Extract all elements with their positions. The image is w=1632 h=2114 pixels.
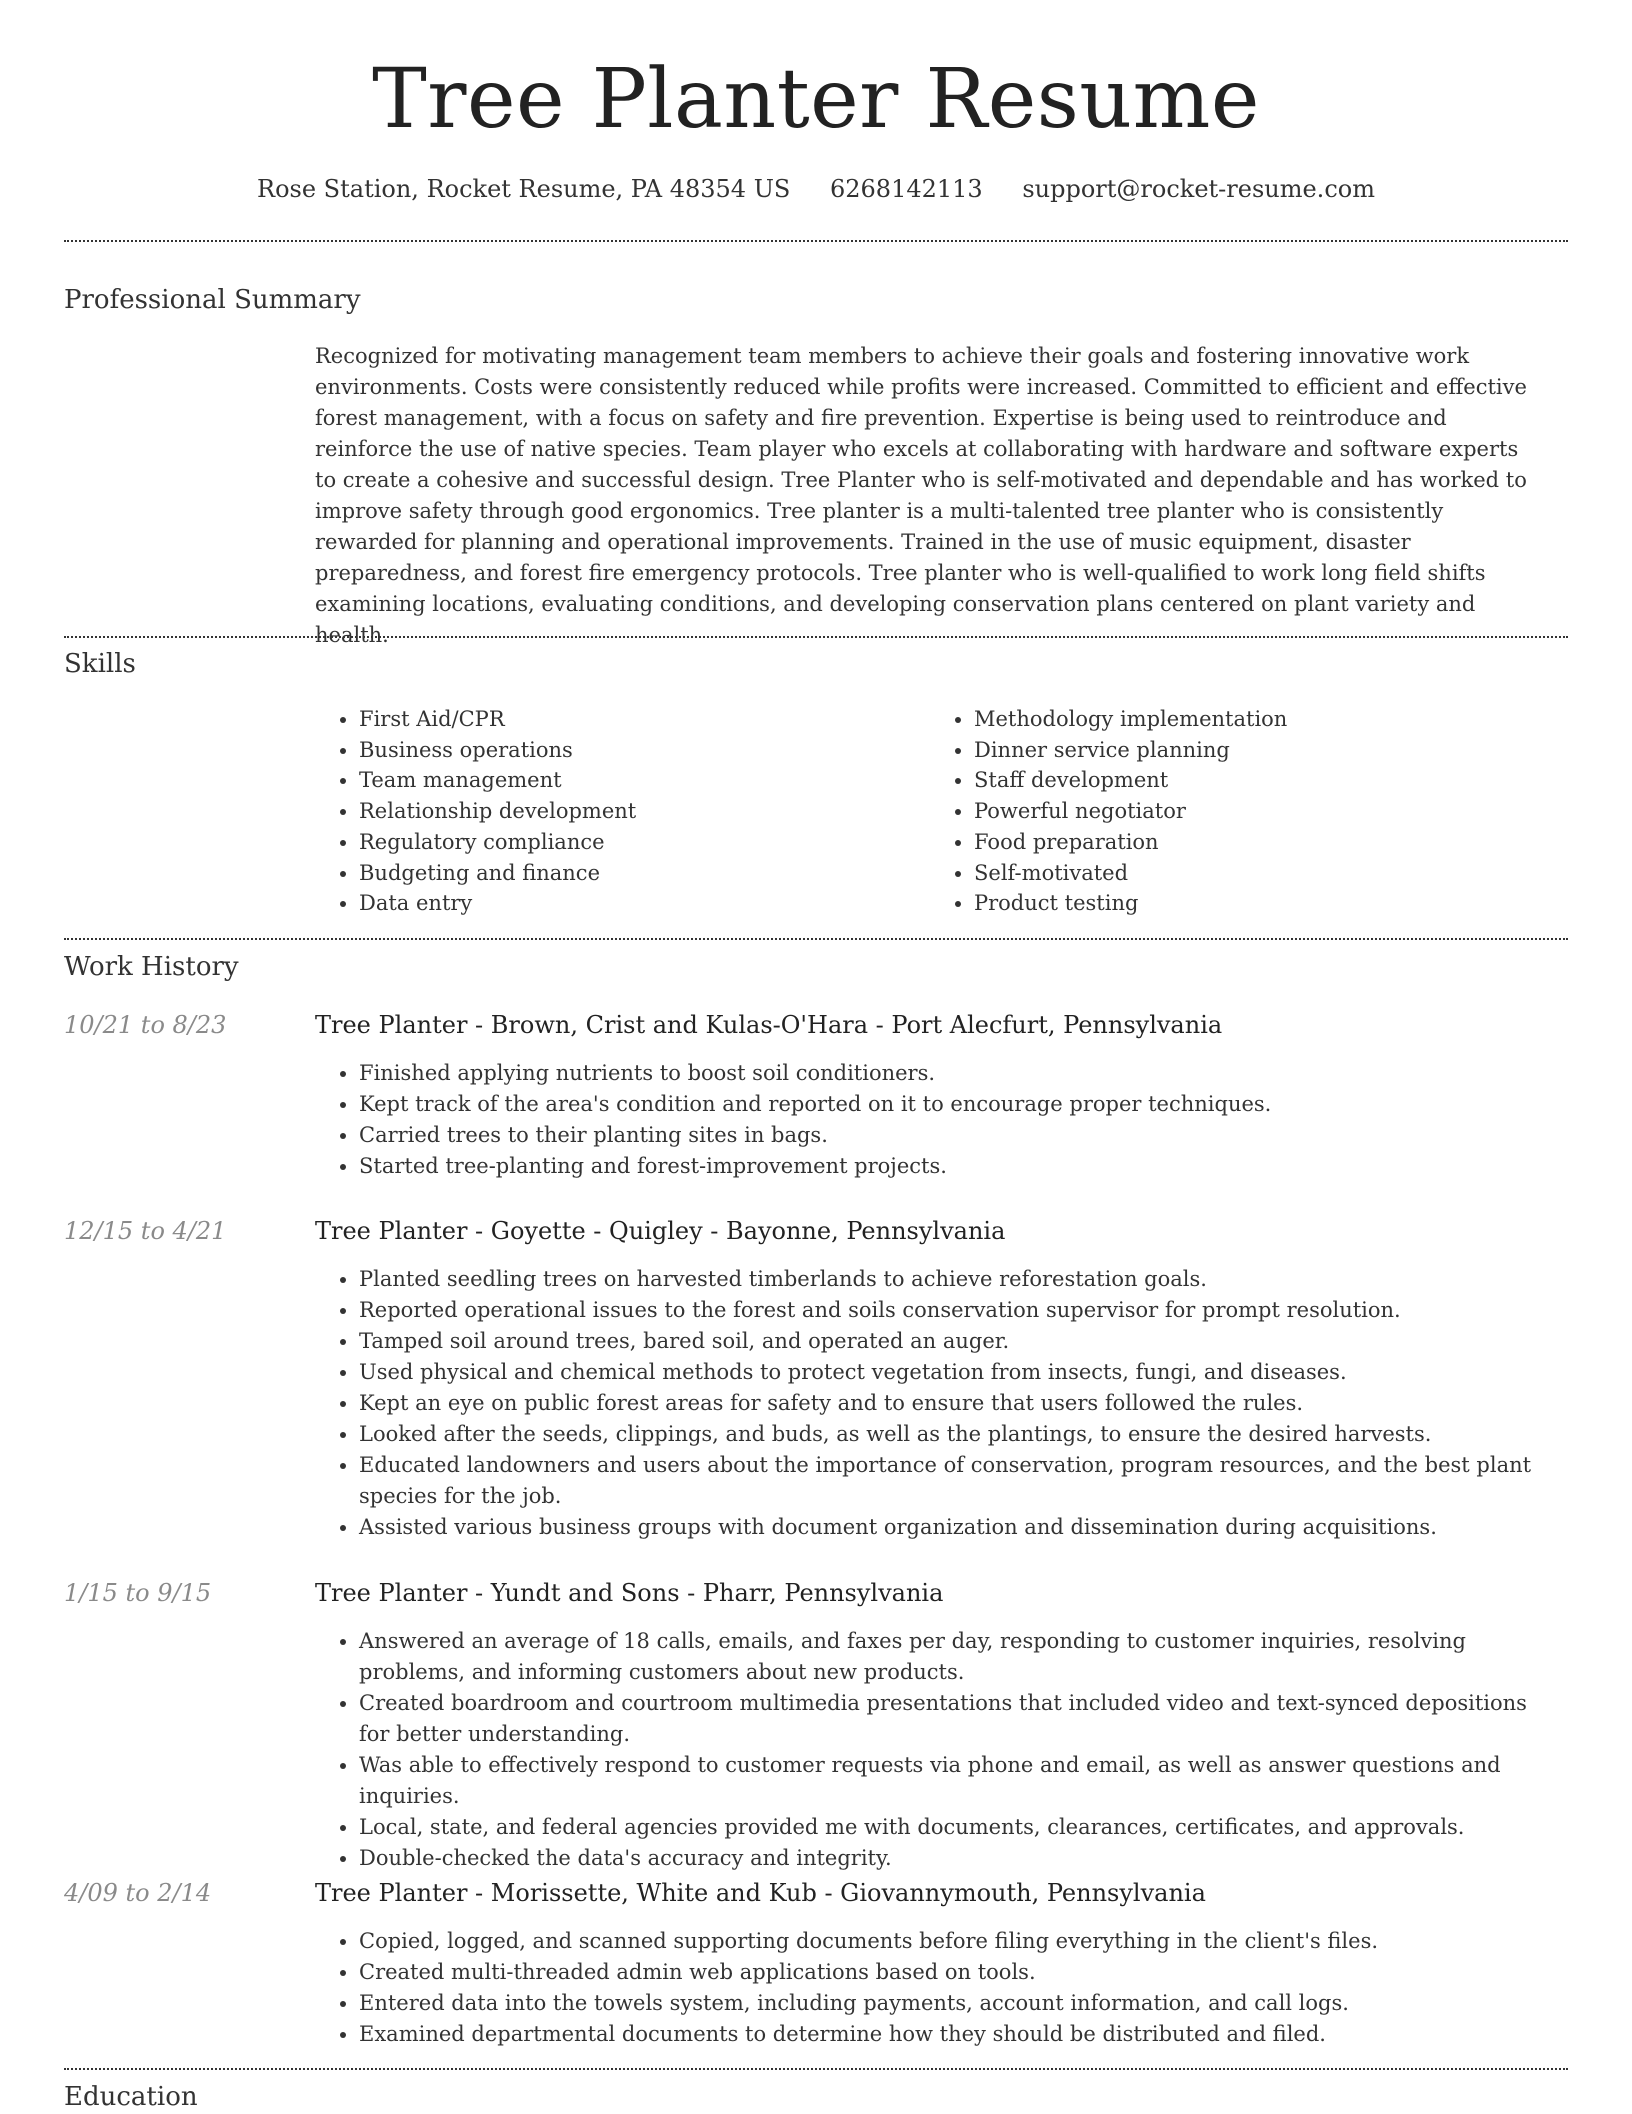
job-title: Tree Planter - Brown, Crist and Kulas-O'Hara - Port Alecfurt, Pennsylvania [315, 1011, 1223, 1039]
contact-line [0, 172, 1632, 206]
job-bullet: • Used physical and chemical methods to protect vegetation from insects, fungi, and diseases. [359, 1357, 1555, 1388]
skill-item: • Staff development [974, 765, 1534, 796]
summary-text: Recognized for motivating management team members to achieve their goals and fostering innovative work environments. Costs were consistently reduced while profits were increased. Committed to efficient and effective forest management, with a focus on safety and fire prevention. Expertise is being used to reintroduce and reinforce the use of native species. Team player who excels at collaborating with hardware and software experts to create a cohesive and successful design. Tree Planter who is self-motivated and dependable and has worked to improve safety through good ergonomics. Tree planter is a multi-talented tree planter who is consistently rewarded for planning and operational improvements. Trained in the use of music equipment, disaster preparedness, and forest fire emergency protocols. Tree planter who is well-qualified to work long field shifts examining locations, evaluating conditions, and developing conservation plans centered on plant variety and health. [315, 344, 1527, 647]
skill-item: • Dinner service planning [974, 735, 1534, 766]
job-bullet: • Looked after the seeds, clippings, and buds, as well as the plantings, to ensure the desired harvests. [359, 1419, 1555, 1450]
skill-item: • Powerful negotiator [974, 796, 1534, 827]
job-date: 4/09 to 2/14 [64, 1879, 212, 1907]
skill-item: • Food preparation [974, 827, 1534, 858]
section-divider [64, 240, 1568, 242]
job-bullet: • Created multi-threaded admin web applications based on tools. [359, 1957, 1555, 1988]
education-heading: Education [64, 2082, 198, 2112]
job-bullet: • Was able to effectively respond to customer requests via phone and email, as well as answer questions and inquiries. [359, 1750, 1555, 1812]
job-bullet: • Kept track of the area's condition and reported on it to encourage proper techniques. [359, 1089, 1555, 1120]
skill-item: • First Aid/CPR [359, 704, 919, 735]
section-divider [64, 938, 1568, 940]
job-bullet: • Reported operational issues to the forest and soils conservation supervisor for prompt resolution. [359, 1295, 1555, 1326]
section-divider [64, 2068, 1568, 2070]
job-bullet: • Entered data into the towels system, including payments, account information, and call logs. [359, 1988, 1555, 2019]
skill-item: • Methodology implementation [974, 704, 1534, 735]
job-bullet: • Finished applying nutrients to boost soil conditioners. [359, 1058, 1555, 1089]
job-bullet: • Copied, logged, and scanned supporting documents before filing everything in the client's files. [359, 1926, 1555, 1957]
job-bullet: • Tamped soil around trees, bared soil, and operated an auger. [359, 1326, 1555, 1357]
job-bullet: • Answered an average of 18 calls, emails, and faxes per day, responding to customer inquiries, resolving problems, and informing customers about new products. [359, 1626, 1555, 1688]
section-divider [64, 636, 1568, 638]
job-date: 12/15 to 4/21 [64, 1217, 227, 1245]
job-date: 10/21 to 8/23 [64, 1011, 227, 1039]
job-bullet: • Examined departmental documents to determine how they should be distributed and filed. [359, 2019, 1555, 2050]
job-bullet: • Local, state, and federal agencies provided me with documents, clearances, certificates, and approvals. [359, 1812, 1555, 1843]
job-title: Tree Planter - Yundt and Sons - Pharr, Pennsylvania [315, 1579, 944, 1607]
job-bullet: • Double-checked the data's accuracy and integrity. [359, 1843, 1555, 1874]
job-bullet: • Planted seedling trees on harvested timberlands to achieve reforestation goals. [359, 1264, 1555, 1295]
skills-list-left [315, 704, 919, 919]
job-bullet: • Started tree-planting and forest-improvement projects. [359, 1151, 1555, 1182]
summary-heading: Professional Summary [64, 285, 361, 315]
skill-item: • Self-motivated [974, 858, 1534, 889]
job-bullet: • Assisted various business groups with document organization and dissemination during acquisitions. [359, 1512, 1555, 1543]
resume-title: Tree Planter Resume [372, 52, 1260, 147]
skills-list-right [930, 704, 1534, 919]
job-date: 1/15 to 9/15 [64, 1579, 212, 1607]
work-heading: Work History [64, 952, 239, 982]
job-bullets [315, 1926, 1555, 2050]
skill-item: • Product testing [974, 888, 1534, 919]
skill-item: • Relationship development [359, 796, 919, 827]
job-bullets [315, 1264, 1555, 1543]
contact-email: support@rocket-resume.com [1022, 175, 1375, 203]
job-bullet: • Kept an eye on public forest areas for safety and to ensure that users followed the rules. [359, 1388, 1555, 1419]
skill-item: • Data entry [359, 888, 919, 919]
skills-heading: Skills [64, 649, 136, 679]
job-bullet: • Educated landowners and users about the importance of conservation, program resources, and the best plant species for the job. [359, 1450, 1555, 1512]
skill-item: • Budgeting and finance [359, 858, 919, 889]
skill-item: • Team management [359, 765, 919, 796]
contact-phone: 6268142113 [830, 175, 983, 203]
job-bullet: • Created boardroom and courtroom multimedia presentations that included video and text-synced depositions for better understanding. [359, 1688, 1555, 1750]
job-title: Tree Planter - Morissette, White and Kub - Giovannymouth, Pennsylvania [315, 1879, 1206, 1907]
job-bullets [315, 1626, 1555, 1874]
skill-item: • Business operations [359, 735, 919, 766]
contact-address: Rose Station, Rocket Resume, PA 48354 US [257, 175, 791, 203]
job-bullet: • Carried trees to their planting sites in bags. [359, 1120, 1555, 1151]
skill-item: • Regulatory compliance [359, 827, 919, 858]
job-bullets [315, 1058, 1555, 1182]
job-title: Tree Planter - Goyette - Quigley - Bayonne, Pennsylvania [315, 1217, 1006, 1245]
